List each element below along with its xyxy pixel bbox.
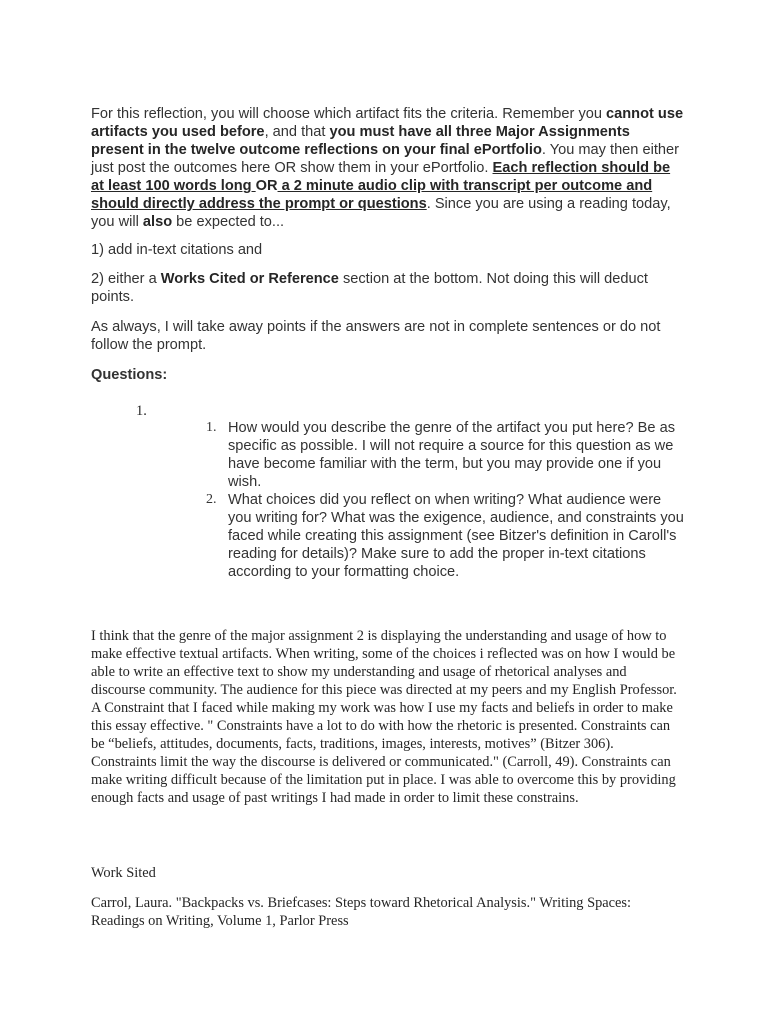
works-cited-entry: Carrol, Laura. "Backpacks vs. Briefcases: Steps toward Rhetorical Analysis." Writing Spaces: Readings on Writing, Volume 1, Parlor Press (91, 895, 632, 929)
intro-underlined-text: a 2 minute audio clip with transcript per outcome and should directly address the prompt or questions (91, 178, 653, 212)
intro-bold-text: cannot use artifacts you used before (91, 106, 684, 140)
instructions-paragraph (91, 105, 686, 231)
intro-underlined-text: Each reflection should be at least 100 words long (91, 160, 671, 194)
questions-list (206, 419, 686, 581)
intro-text: . Since you are using a reading today, you will (91, 196, 671, 230)
works-cited-heading: Work Sited (91, 865, 156, 881)
intro-bold-text: you must have all three Major Assignments present in the twelve outcome reflections on your final ePortfolio (91, 124, 630, 158)
question-text: What choices did you reflect on when writing? What audience were you writing for? What was the exigence, audience, and constraints you faced while creating this assignment (see Bitzer's definition in Caroll's reading for details)? Make sure to add the proper in-text citations according to your formatting choice. (228, 492, 684, 580)
grading-note: As always, I will take away points if the answers are not in complete sentences or do not follow the prompt. (91, 319, 661, 353)
requirement-bold-text: Works Cited or Reference (160, 271, 339, 287)
reflection-answer: I think that the genre of the major assignment 2 is displaying the understanding and usage of how to make effective textual artifacts. When writing, some of the choices i reflected was on how I would be able to write an effective text to show my understanding and usage of rhetorical analyses and discourse community. The audience for this piece was directed at my peers and my English Professor. A Constraint that I faced while making my work was how I use my facts and beliefs in order to make this essay effective. " Constraints have a lot to do with how the rhetoric is presented. Constraints can be “beliefs, attitudes, documents, facts, traditions, images, interests, motives” (Bitzer 306). Constraints limit the way the discourse is delivered or communicated." (Carroll, 49). Constraints can make writing difficult because of the limitation put in place. I was able to overcome this by providing enough facts and usage of past writings I had made in order to limit these constrains. (91, 628, 677, 806)
requirement-item-1: 1) add in-text citations and (91, 242, 263, 258)
question-number: 2. (206, 492, 217, 507)
intro-text: , and that (264, 124, 330, 140)
question-number: 1. (206, 420, 217, 435)
question-item (206, 419, 686, 491)
intro-text: be expected to... (172, 214, 285, 230)
intro-text: . You may then either just post the outcomes here OR show them in your ePortfolio. (91, 142, 679, 176)
requirement-text: section at the bottom. Not doing this will deduct points. (91, 271, 648, 305)
questions-heading: Questions: (91, 367, 168, 383)
intro-text: For this reflection, you will choose which artifact fits the criteria. Remember you (91, 106, 607, 122)
question-text: How would you describe the genre of the artifact you put here? Be as specific as possible. I will not require a source for this question as we have become familiar with the term, but you may provide one if you wish. (228, 420, 675, 490)
intro-bold-text: OR (255, 178, 278, 194)
outer-list-number: 1. (136, 403, 147, 419)
intro-bold-text: also (142, 214, 173, 230)
requirement-item-2 (91, 270, 691, 306)
requirement-text: 2) either a (91, 271, 161, 287)
question-item (206, 491, 686, 581)
